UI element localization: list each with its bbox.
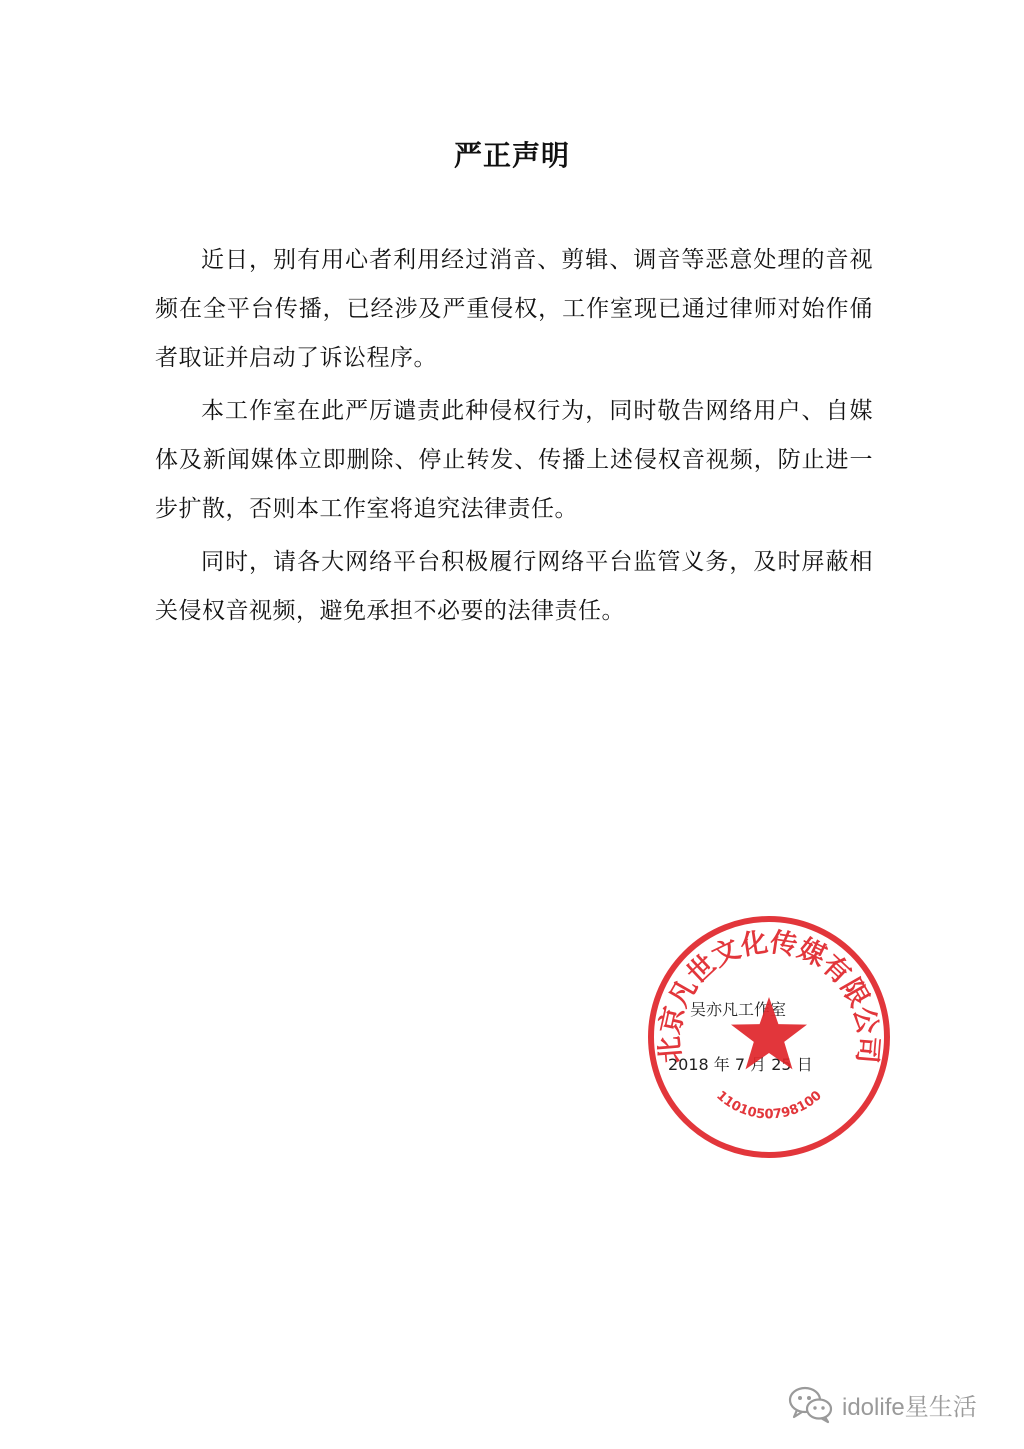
seal-company-name: 北京凡世文化传媒有限公司 xyxy=(654,927,884,1065)
document-title: 严正声明 xyxy=(453,139,570,172)
seal-star-icon xyxy=(731,997,807,1069)
wechat-icon xyxy=(788,1384,834,1424)
watermark xyxy=(788,1384,977,1424)
document-body xyxy=(155,236,873,640)
company-seal-stamp xyxy=(645,913,893,1161)
paragraph-2: 本工作室在此严厉谴责此种侵权行为，同时敬告网络用户、自媒体及新闻媒体立即删除、停止转发、传播上述侵权音视频，防止进一步扩散，否则本工作室将追究法律责任。 xyxy=(155,398,873,522)
paragraph-3: 同时，请各大网络平台积极履行网络平台监管义务，及时屏蔽相关侵权音视频，避免承担不必要的法律责任。 xyxy=(155,549,873,624)
signature-date: 2018 年 7 月 25 日 xyxy=(668,1055,813,1074)
paragraph-1: 近日，别有用心者利用经过消音、剪辑、调音等恶意处理的音视频在全平台传播，已经涉及严重侵权，工作室现已通过律师对始作俑者取证并启动了诉讼程序。 xyxy=(155,247,873,371)
signature-studio: 吴亦凡工作室 xyxy=(690,1000,787,1019)
seal-code: 1101050798100 xyxy=(713,1088,825,1123)
watermark-text: idolife星生活 xyxy=(842,1393,977,1421)
